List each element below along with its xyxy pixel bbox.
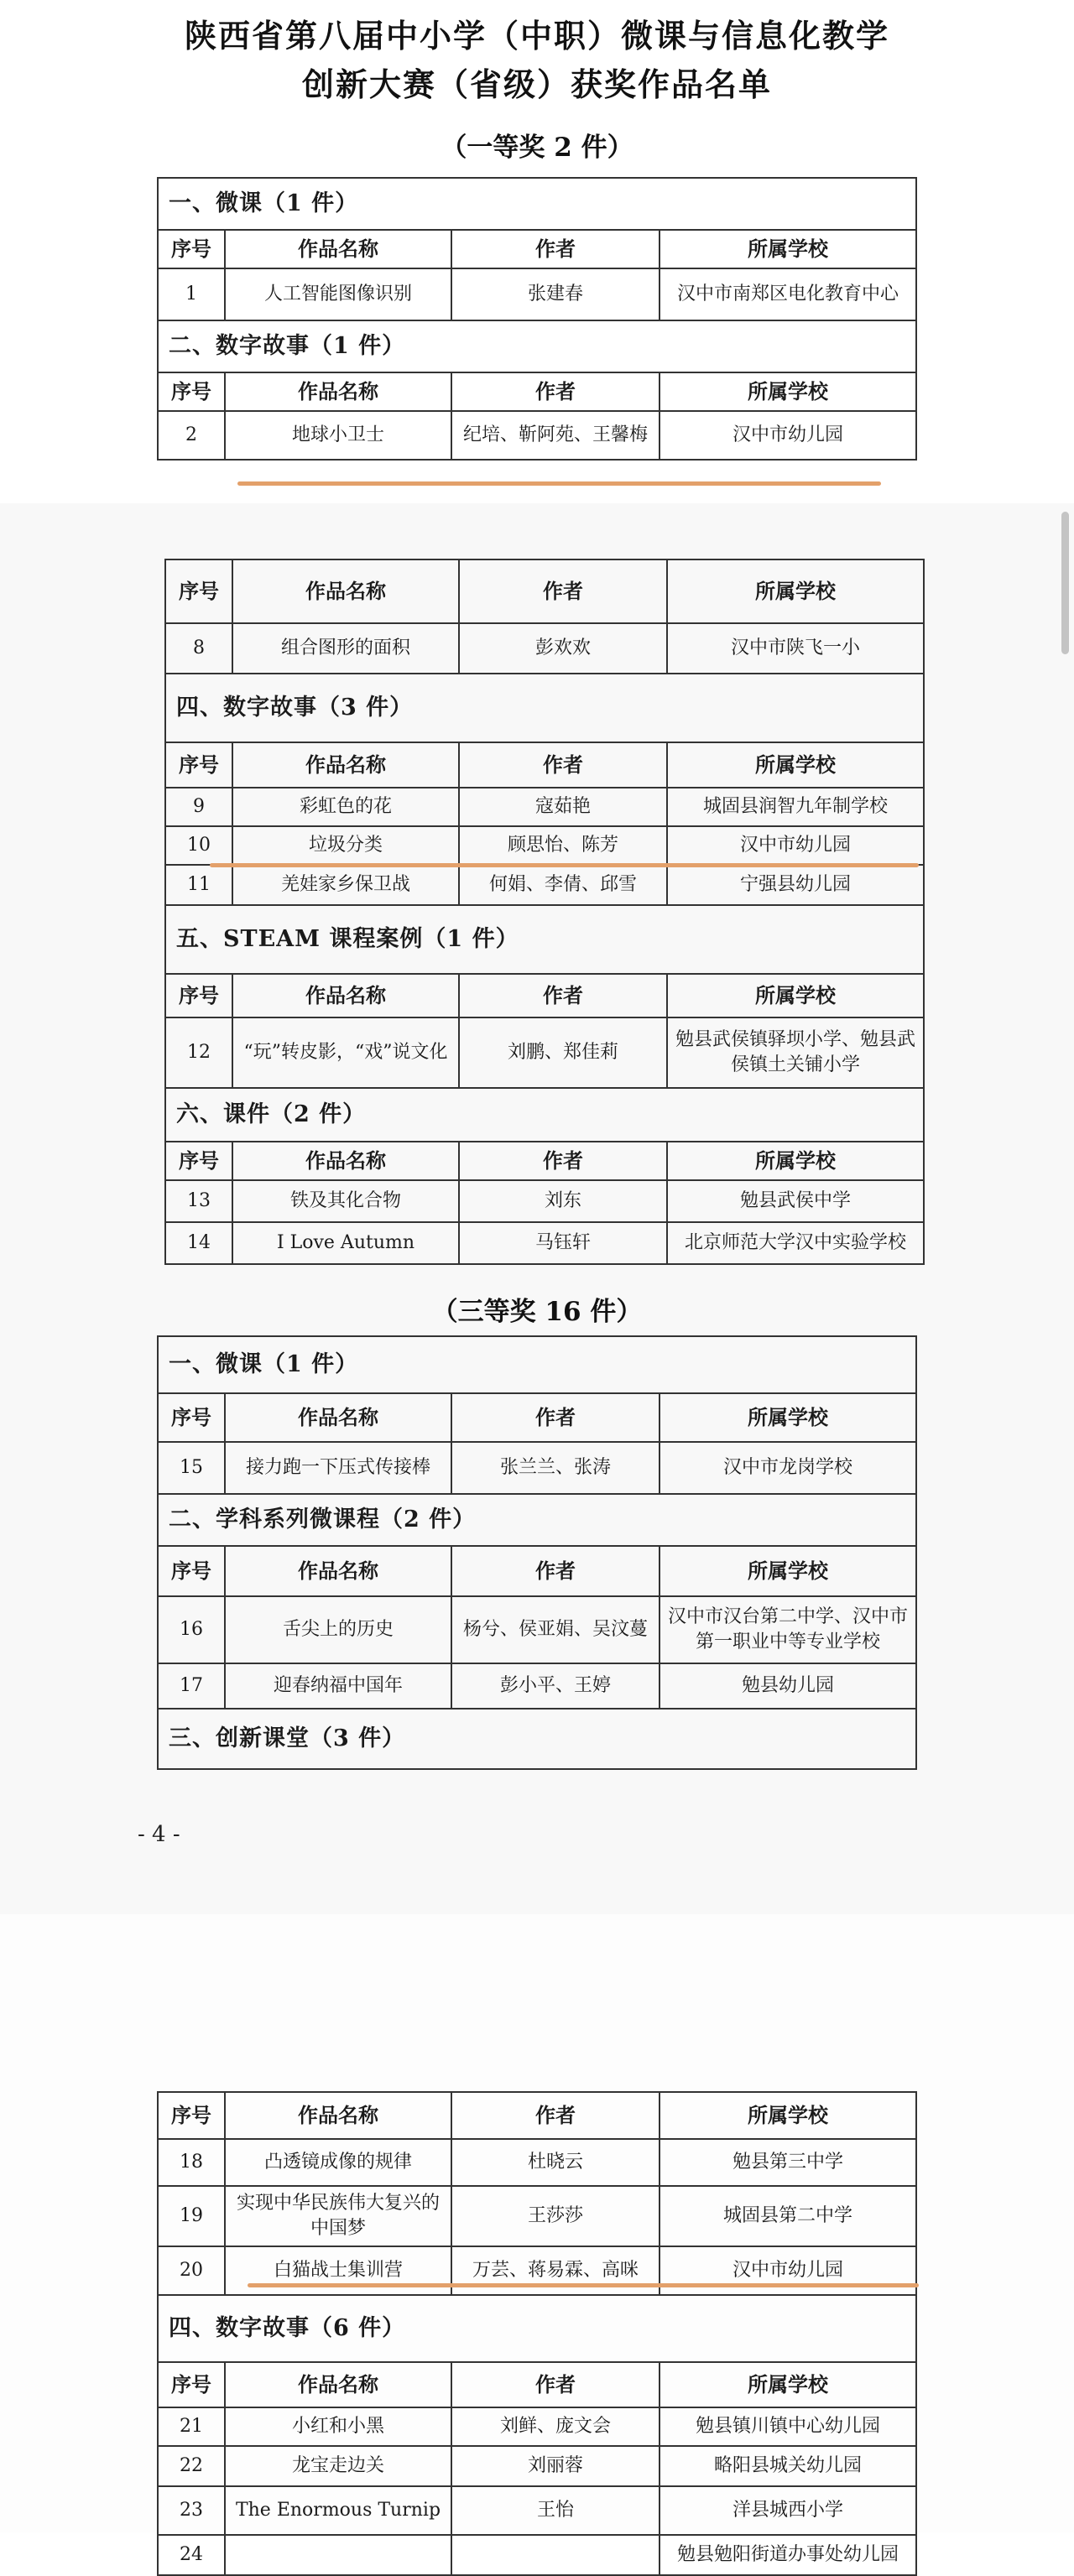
cell-author: 杜晓云: [451, 2139, 660, 2186]
cell-work: “玩”转皮影，“戏”说文化: [232, 1017, 459, 1088]
cell-school: 汉中市陕飞一小: [667, 623, 924, 674]
award-heading-third-prize: （三等奖 16 件）: [431, 1297, 643, 1327]
page-sheet-1: [0, 0, 1074, 503]
column-header-school: 所属学校: [667, 742, 924, 788]
cell-no: 20: [158, 2246, 225, 2295]
cell-author: 杨兮、侯亚娟、吴汶蔓: [451, 1596, 660, 1663]
cell-no: 11: [165, 865, 232, 905]
cell-work: 舌尖上的历史: [225, 1596, 451, 1663]
cell-author: 张建春: [451, 268, 660, 320]
table-row: [158, 2535, 916, 2575]
column-header-no: 序号: [165, 559, 232, 623]
column-header-no: 序号: [158, 1546, 225, 1596]
cell-author: 刘鹏、郑佳莉: [459, 1017, 667, 1088]
table-row: [165, 1180, 924, 1222]
table-row: [165, 1222, 924, 1264]
column-header-no: 序号: [158, 230, 225, 268]
column-header-author: 作者: [459, 974, 667, 1017]
column-header-no: 序号: [165, 1142, 232, 1180]
cell-work: 组合图形的面积: [232, 623, 459, 674]
document-title-line-2: 创新大赛（省级）获奖作品名单: [301, 65, 772, 103]
column-header-work: 作品名称: [232, 974, 459, 1017]
column-header-author: 作者: [451, 372, 660, 411]
cell-work: 地球小卫士: [225, 411, 451, 460]
cell-no: 14: [165, 1222, 232, 1264]
column-header-no: 序号: [158, 1393, 225, 1442]
column-header-author: 作者: [459, 1142, 667, 1180]
section-heading: 二、学科系列微课程（2 件）: [158, 1494, 916, 1546]
column-header-author: 作者: [451, 1546, 660, 1596]
page-sheet-2: [0, 503, 1074, 1914]
column-header-work: 作品名称: [225, 2362, 451, 2407]
award-table-second-prize: [164, 559, 925, 1265]
table-row: [158, 1663, 916, 1709]
section-heading: 四、数字故事（6 件）: [158, 2295, 916, 2362]
award-heading-first-prize: （一等奖 2 件）: [441, 133, 633, 163]
section-heading: 二、数字故事（1 件）: [158, 320, 916, 372]
table-row: [165, 788, 924, 826]
section-heading: 六、课件（2 件）: [165, 1088, 924, 1142]
cell-school: 汉中市幼儿园: [660, 411, 916, 460]
cell-school: 汉中市幼儿园: [660, 2246, 916, 2295]
highlight-underline: [210, 863, 919, 867]
table-row: [158, 411, 916, 460]
document-title-line-1: 陕西省第八届中小学（中职）微课与信息化教学: [184, 17, 889, 55]
column-header-school: 所属学校: [660, 2362, 916, 2407]
cell-no: 12: [165, 1017, 232, 1088]
cell-work: 铁及其化合物: [232, 1180, 459, 1222]
highlight-underline: [237, 481, 881, 486]
cell-no: 10: [165, 826, 232, 865]
table-row: [158, 268, 916, 320]
column-header-work: 作品名称: [225, 1546, 451, 1596]
cell-author: 万芸、蒋易霖、高咪: [451, 2246, 660, 2295]
cell-school: 洋县城西小学: [660, 2486, 916, 2535]
cell-author: 刘东: [459, 1180, 667, 1222]
cell-author: 王莎莎: [451, 2186, 660, 2246]
section-heading: 四、数字故事（3 件）: [165, 674, 924, 742]
column-header-no: 序号: [165, 974, 232, 1017]
cell-author: 寇茹艳: [459, 788, 667, 826]
cell-school: 汉中市南郑区电化教育中心: [660, 268, 916, 320]
cell-no: 13: [165, 1180, 232, 1222]
column-header-school: 所属学校: [667, 974, 924, 1017]
table-row: [158, 1442, 916, 1494]
cell-author: 何娟、李倩、邱雪: [459, 865, 667, 905]
section-heading: 五、STEAM 课程案例（1 件）: [165, 905, 924, 974]
cell-no: 21: [158, 2407, 225, 2446]
cell-school: 宁强县幼儿园: [667, 865, 924, 905]
cell-author: 刘丽蓉: [451, 2446, 660, 2486]
cell-school: 北京师范大学汉中实验学校: [667, 1222, 924, 1264]
column-header-author: 作者: [459, 742, 667, 788]
cell-school: 略阳县城关幼儿园: [660, 2446, 916, 2486]
cell-no: 22: [158, 2446, 225, 2486]
cell-author: [451, 2535, 660, 2575]
column-header-no: 序号: [158, 372, 225, 411]
award-table-continued: [157, 2091, 917, 2576]
cell-work: 人工智能图像识别: [225, 268, 451, 320]
cell-work: 小红和小黑: [225, 2407, 451, 2446]
column-header-work: 作品名称: [232, 559, 459, 623]
column-header-no: 序号: [158, 2092, 225, 2139]
column-header-author: 作者: [451, 1393, 660, 1442]
column-header-no: 序号: [158, 2362, 225, 2407]
column-header-author: 作者: [451, 2092, 660, 2139]
cell-work: [225, 2535, 451, 2575]
table-row: [165, 865, 924, 905]
cell-author: 刘鲜、庞文会: [451, 2407, 660, 2446]
cell-school: 城固县润智九年制学校: [667, 788, 924, 826]
cell-no: 19: [158, 2186, 225, 2246]
table-row: [158, 2139, 916, 2186]
column-header-work: 作品名称: [225, 230, 451, 268]
cell-school: 勉县勉阳街道办事处幼儿园: [660, 2535, 916, 2575]
cell-no: 16: [158, 1596, 225, 1663]
table-row: [158, 1596, 916, 1663]
column-header-school: 所属学校: [667, 559, 924, 623]
column-header-school: 所属学校: [660, 2092, 916, 2139]
section-heading: 三、创新课堂（3 件）: [158, 1709, 916, 1769]
scrollbar-thumb[interactable]: [1061, 512, 1069, 654]
cell-author: 王怡: [451, 2486, 660, 2535]
cell-work: 彩虹色的花: [232, 788, 459, 826]
cell-school: 勉县第三中学: [660, 2139, 916, 2186]
cell-work: 迎春纳福中国年: [225, 1663, 451, 1709]
column-header-work: 作品名称: [225, 1393, 451, 1442]
column-header-school: 所属学校: [667, 1142, 924, 1180]
cell-author: 纪培、靳阿苑、王馨梅: [451, 411, 660, 460]
highlight-underline: [248, 2283, 919, 2287]
cell-no: 2: [158, 411, 225, 460]
table-row: [165, 826, 924, 865]
award-table-first-prize: [157, 177, 917, 461]
cell-author: 彭小平、王婷: [451, 1663, 660, 1709]
cell-school: 勉县武侯镇驿坝小学、勉县武侯镇土关铺小学: [667, 1017, 924, 1088]
section-heading: 一、微课（1 件）: [158, 1336, 916, 1393]
cell-no: 24: [158, 2535, 225, 2575]
cell-no: 1: [158, 268, 225, 320]
table-row: [158, 2407, 916, 2446]
cell-work: 凸透镜成像的规律: [225, 2139, 451, 2186]
column-header-work: 作品名称: [232, 742, 459, 788]
column-header-school: 所属学校: [660, 372, 916, 411]
award-table-third-prize: [157, 1335, 917, 1770]
column-header-work: 作品名称: [232, 1142, 459, 1180]
column-header-work: 作品名称: [225, 2092, 451, 2139]
page-number: - 4 -: [138, 1822, 180, 1847]
column-header-school: 所属学校: [660, 230, 916, 268]
cell-school: 勉县镇川镇中心幼儿园: [660, 2407, 916, 2446]
cell-school: 汉中市幼儿园: [667, 826, 924, 865]
cell-school: 勉县武侯中学: [667, 1180, 924, 1222]
table-row: [158, 2486, 916, 2535]
cell-work: 接力跑一下压式传接棒: [225, 1442, 451, 1494]
cell-author: 马钰轩: [459, 1222, 667, 1264]
cell-school: 城固县第二中学: [660, 2186, 916, 2246]
table-row: [158, 2186, 916, 2246]
table-row: [158, 2246, 916, 2295]
cell-no: 8: [165, 623, 232, 674]
cell-no: 15: [158, 1442, 225, 1494]
column-header-author: 作者: [459, 559, 667, 623]
column-header-author: 作者: [451, 230, 660, 268]
section-heading: 一、微课（1 件）: [158, 178, 916, 230]
cell-work: 白猫战士集训营: [225, 2246, 451, 2295]
cell-work: The Enormous Turnip: [225, 2486, 451, 2535]
cell-author: 彭欢欢: [459, 623, 667, 674]
table-row: [165, 1017, 924, 1088]
column-header-work: 作品名称: [225, 372, 451, 411]
cell-no: 23: [158, 2486, 225, 2535]
cell-work: 羌娃家乡保卫战: [232, 865, 459, 905]
column-header-school: 所属学校: [660, 1393, 916, 1442]
cell-author: 张兰兰、张涛: [451, 1442, 660, 1494]
column-header-school: 所属学校: [660, 1546, 916, 1596]
cell-school: 汉中市汉台第二中学、汉中市第一职业中等专业学校: [660, 1596, 916, 1663]
table-row: [158, 2446, 916, 2486]
cell-school: 勉县幼儿园: [660, 1663, 916, 1709]
cell-no: 17: [158, 1663, 225, 1709]
table-row: [165, 623, 924, 674]
cell-no: 18: [158, 2139, 225, 2186]
cell-work: 龙宝走边关: [225, 2446, 451, 2486]
page-sheet-3: [0, 1914, 1074, 2566]
cell-no: 9: [165, 788, 232, 826]
cell-school: 汉中市龙岗学校: [660, 1442, 916, 1494]
cell-author: 顾思怡、陈芳: [459, 826, 667, 865]
column-header-author: 作者: [451, 2362, 660, 2407]
cell-work: 垃圾分类: [232, 826, 459, 865]
cell-work: I Love Autumn: [232, 1222, 459, 1264]
cell-work: 实现中华民族伟大复兴的中国梦: [225, 2186, 451, 2246]
column-header-no: 序号: [165, 742, 232, 788]
